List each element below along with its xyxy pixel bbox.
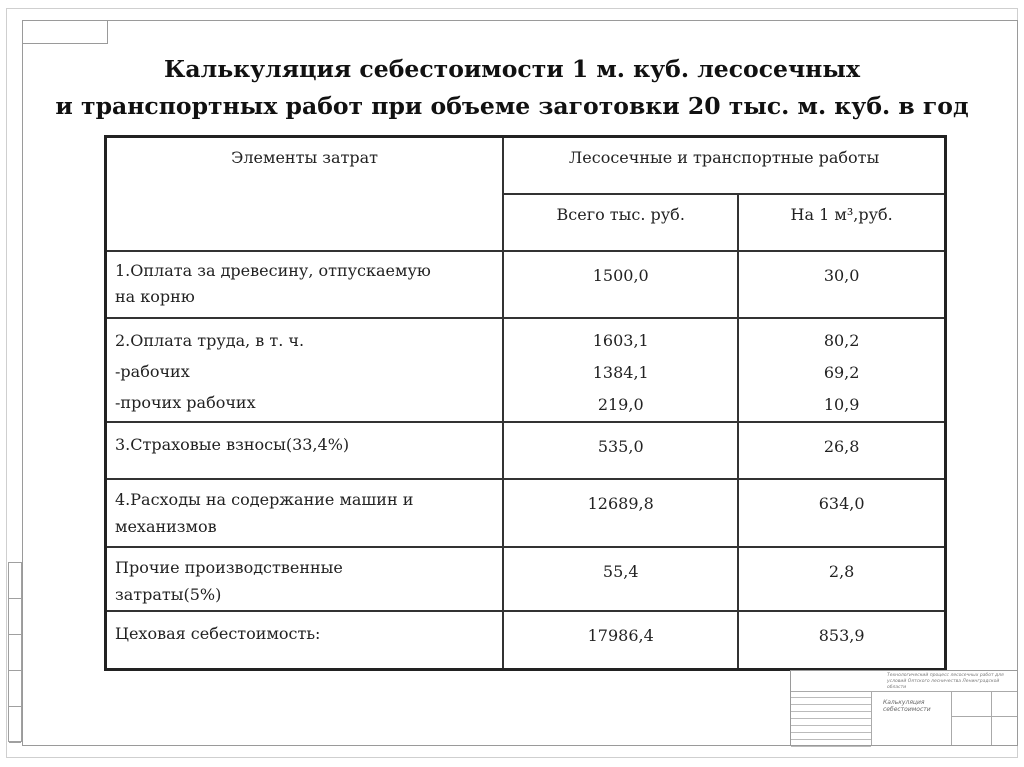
row-name-line: Прочие производственные xyxy=(115,557,343,577)
row-total: 1603,1 xyxy=(592,330,649,350)
title-block-doc-title: Калькуляция себестоимости xyxy=(883,699,931,713)
table-row xyxy=(106,611,946,670)
header-elements-cell xyxy=(106,137,504,251)
row-total: 55,4 xyxy=(602,561,639,581)
row-per-m3: 634,0 xyxy=(818,493,865,513)
row-name xyxy=(107,548,502,608)
header-per-m3: На 1 м³,руб. xyxy=(790,204,893,224)
header-group-cell xyxy=(503,137,945,194)
table-row xyxy=(106,479,946,547)
header-total-cell xyxy=(503,194,738,251)
row-name xyxy=(107,423,502,460)
row-name-line: -прочих рабочих xyxy=(115,392,256,412)
row-total-group xyxy=(504,319,737,421)
row-name xyxy=(107,319,502,418)
row-per-m3: 2,8 xyxy=(828,561,855,581)
row-per-m3-group xyxy=(739,319,944,421)
header-elements: Элементы затрат xyxy=(231,148,379,167)
row-total: 219,0 xyxy=(597,394,644,414)
row-name xyxy=(107,612,502,649)
header-per-m3-cell xyxy=(738,194,945,251)
row-name-line: 1.Оплата за древесину, отпускаемую xyxy=(115,260,431,280)
row-name-line: механизмов xyxy=(115,516,217,536)
title-block-grid xyxy=(791,691,871,747)
row-name xyxy=(107,480,502,540)
title-block-header-text: Технологический процесс лесосечных работ для условий Оятского лесничества Ленинградской области xyxy=(887,673,1004,690)
row-per-m3: 26,8 xyxy=(823,436,860,456)
row-per-m3: 10,9 xyxy=(823,394,860,414)
header-total: Всего тыс. руб. xyxy=(556,204,685,224)
row-name-line: 2.Оплата труда, в т. ч. xyxy=(115,330,305,350)
row-name-line: Цеховая себестоимость: xyxy=(115,623,321,643)
table-row xyxy=(106,318,946,422)
sheet-left-strip xyxy=(8,562,22,742)
table-row xyxy=(106,251,946,318)
row-per-m3: 853,9 xyxy=(818,625,865,645)
row-name-line: 4.Расходы на содержание машин и xyxy=(115,489,414,509)
page-title-line2: и транспортных работ при объеме заготовки 20 тыс. м. куб. в год xyxy=(55,92,969,120)
row-total: 12689,8 xyxy=(587,493,654,513)
row-total: 535,0 xyxy=(597,436,644,456)
header-group: Лесосечные и транспортные работы xyxy=(568,148,880,167)
row-name-line: затраты(5%) xyxy=(115,584,222,604)
row-per-m3: 69,2 xyxy=(823,362,860,382)
row-per-m3: 30,0 xyxy=(823,265,860,285)
cost-table xyxy=(104,135,947,671)
row-name-line: 3.Страховые взносы(33,4%) xyxy=(115,434,350,454)
row-total: 1500,0 xyxy=(592,265,649,285)
row-total: 17986,4 xyxy=(587,625,654,645)
drawing-title-block xyxy=(790,670,1018,746)
page-title-line1: Калькуляция себестоимости 1 м. куб. лесосечных xyxy=(164,55,860,83)
row-name xyxy=(107,252,502,310)
table-row xyxy=(106,547,946,611)
row-name-line: на корню xyxy=(115,286,195,306)
row-per-m3: 80,2 xyxy=(823,330,860,350)
row-name-line: -рабочих xyxy=(115,361,190,381)
row-total: 1384,1 xyxy=(592,362,649,382)
table-row xyxy=(106,422,946,479)
sheet-corner-stamp xyxy=(22,20,108,44)
